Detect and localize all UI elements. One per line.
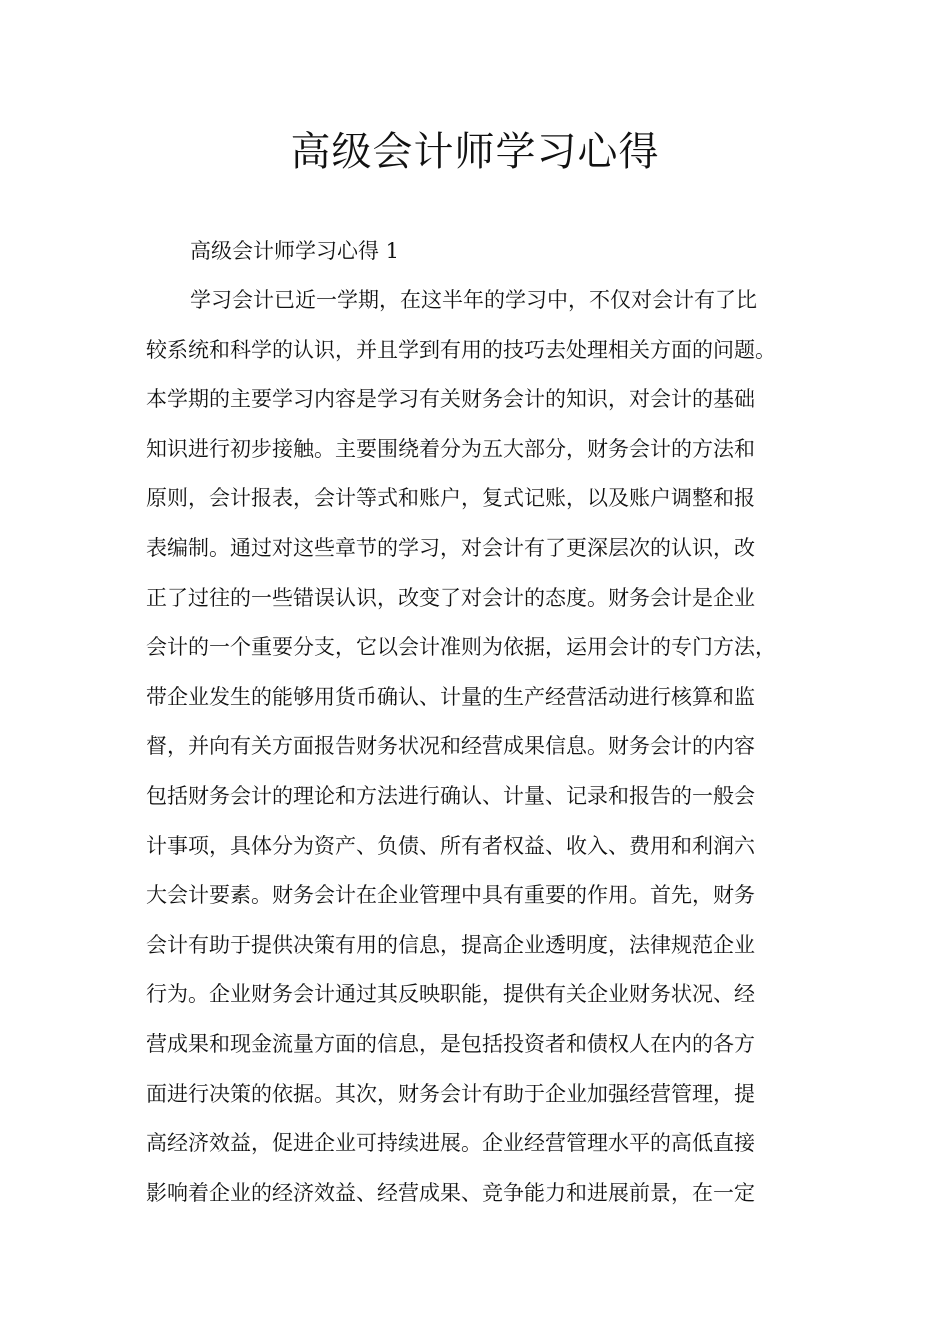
body-line: 学习会计已近一学期，在这半年的学习中，不仅对会计有了比 [190, 288, 757, 312]
body-line: 会计的一个重要分支，它以会计准则为依据，运用会计的专门方法， [146, 635, 776, 660]
body-line: 本学期的主要学习内容是学习有关财务会计的知识，对会计的基础 [146, 387, 755, 412]
body-line: 包括财务会计的理论和方法进行确认、计量、记录和报告的一般会 [146, 784, 755, 808]
body-line: 知识进行初步接触。主要围绕着分为五大部分，财务会计的方法和 [146, 436, 755, 461]
section-heading: 高级会计师学习心得 1 [190, 239, 400, 263]
body-line: 行为。企业财务会计通过其反映职能，提供有关企业财务状况、经 [146, 982, 755, 1007]
body-line: 计事项，具体分为资产、负债、所有者权益、收入、费用和利润六 [146, 833, 755, 858]
body-line: 营成果和现金流量方面的信息，是包括投资者和债权人在内的各方 [146, 1032, 755, 1056]
body-line: 大会计要素。财务会计在企业管理中具有重要的作用。首先，财务 [146, 883, 755, 908]
body-line: 正了过往的一些错误认识，改变了对会计的态度。财务会计是企业 [146, 585, 755, 610]
body-line: 原则，会计报表，会计等式和账户，复式记账，以及账户调整和报 [146, 486, 755, 511]
body-line: 影响着企业的经济效益、经营成果、竞争能力和进展前景，在一定 [146, 1180, 755, 1205]
body-line: 较系统和科学的认识，并且学到有用的技巧去处理相关方面的问题。 [146, 337, 776, 362]
body-line: 面进行决策的依据。其次，财务会计有助于企业加强经营管理，提 [146, 1081, 755, 1106]
body-line: 督，并向有关方面报告财务状况和经营成果信息。财务会计的内容 [146, 734, 755, 759]
body-line: 高经济效益，促进企业可持续进展。企业经营管理水平的高低直接 [146, 1131, 755, 1156]
body-line: 会计有助于提供决策有用的信息，提高企业透明度，法律规范企业 [146, 932, 755, 957]
body-line: 表编制。通过对这些章节的学习，对会计有了更深层次的认识，改 [146, 536, 755, 560]
body-line: 带企业发生的能够用货币确认、计量的生产经营活动进行核算和监 [146, 684, 755, 709]
document-title: 高级会计师学习心得 [290, 129, 660, 175]
